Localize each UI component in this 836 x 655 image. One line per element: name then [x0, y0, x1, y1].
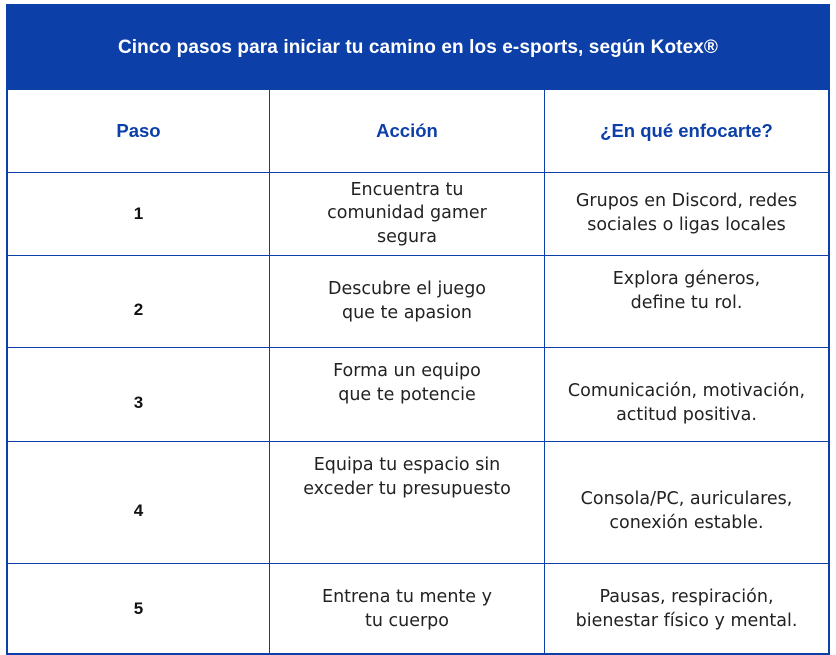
row-3-action: Forma un equipo que te potencie — [270, 348, 545, 442]
row-5-focus: Pausas, respiración, bienestar físico y mental. — [575, 586, 798, 631]
table-grid — [8, 90, 828, 655]
table-title: Cinco pasos para iniciar tu camino en los e-sports, según Kotex® — [8, 6, 828, 90]
column-header-action: Acción — [270, 90, 545, 173]
row-5-step: 5 — [8, 564, 270, 655]
row-1-step: 1 — [8, 173, 270, 256]
row-4-step: 4 — [8, 442, 270, 564]
row-5-action: Entrena tu mente y tu cuerpo — [270, 564, 545, 655]
row-2-step: 2 — [8, 256, 270, 348]
row-2-action: Descubre el juego que te apasion — [270, 256, 545, 348]
row-1-action: Encuentra tu comunidad gamer segura — [270, 173, 545, 256]
row-1-focus: Grupos en Discord, redes sociales o ligas locales — [545, 173, 828, 256]
row-3-step: 3 — [8, 348, 270, 442]
row-4-focus: Consola/PC, auriculares, conexión estable. — [545, 442, 828, 564]
steps-table — [6, 4, 830, 655]
row-2-focus: Explora géneros, define tu rol. — [545, 256, 828, 348]
row-4-action: Equipa tu espacio sin exceder tu presupuesto — [270, 442, 545, 564]
column-header-focus: ¿En qué enfocarte? — [545, 90, 828, 173]
column-header-step: Paso — [8, 90, 270, 173]
row-3-focus: Comunicación, motivación, actitud positiva. — [545, 348, 828, 442]
